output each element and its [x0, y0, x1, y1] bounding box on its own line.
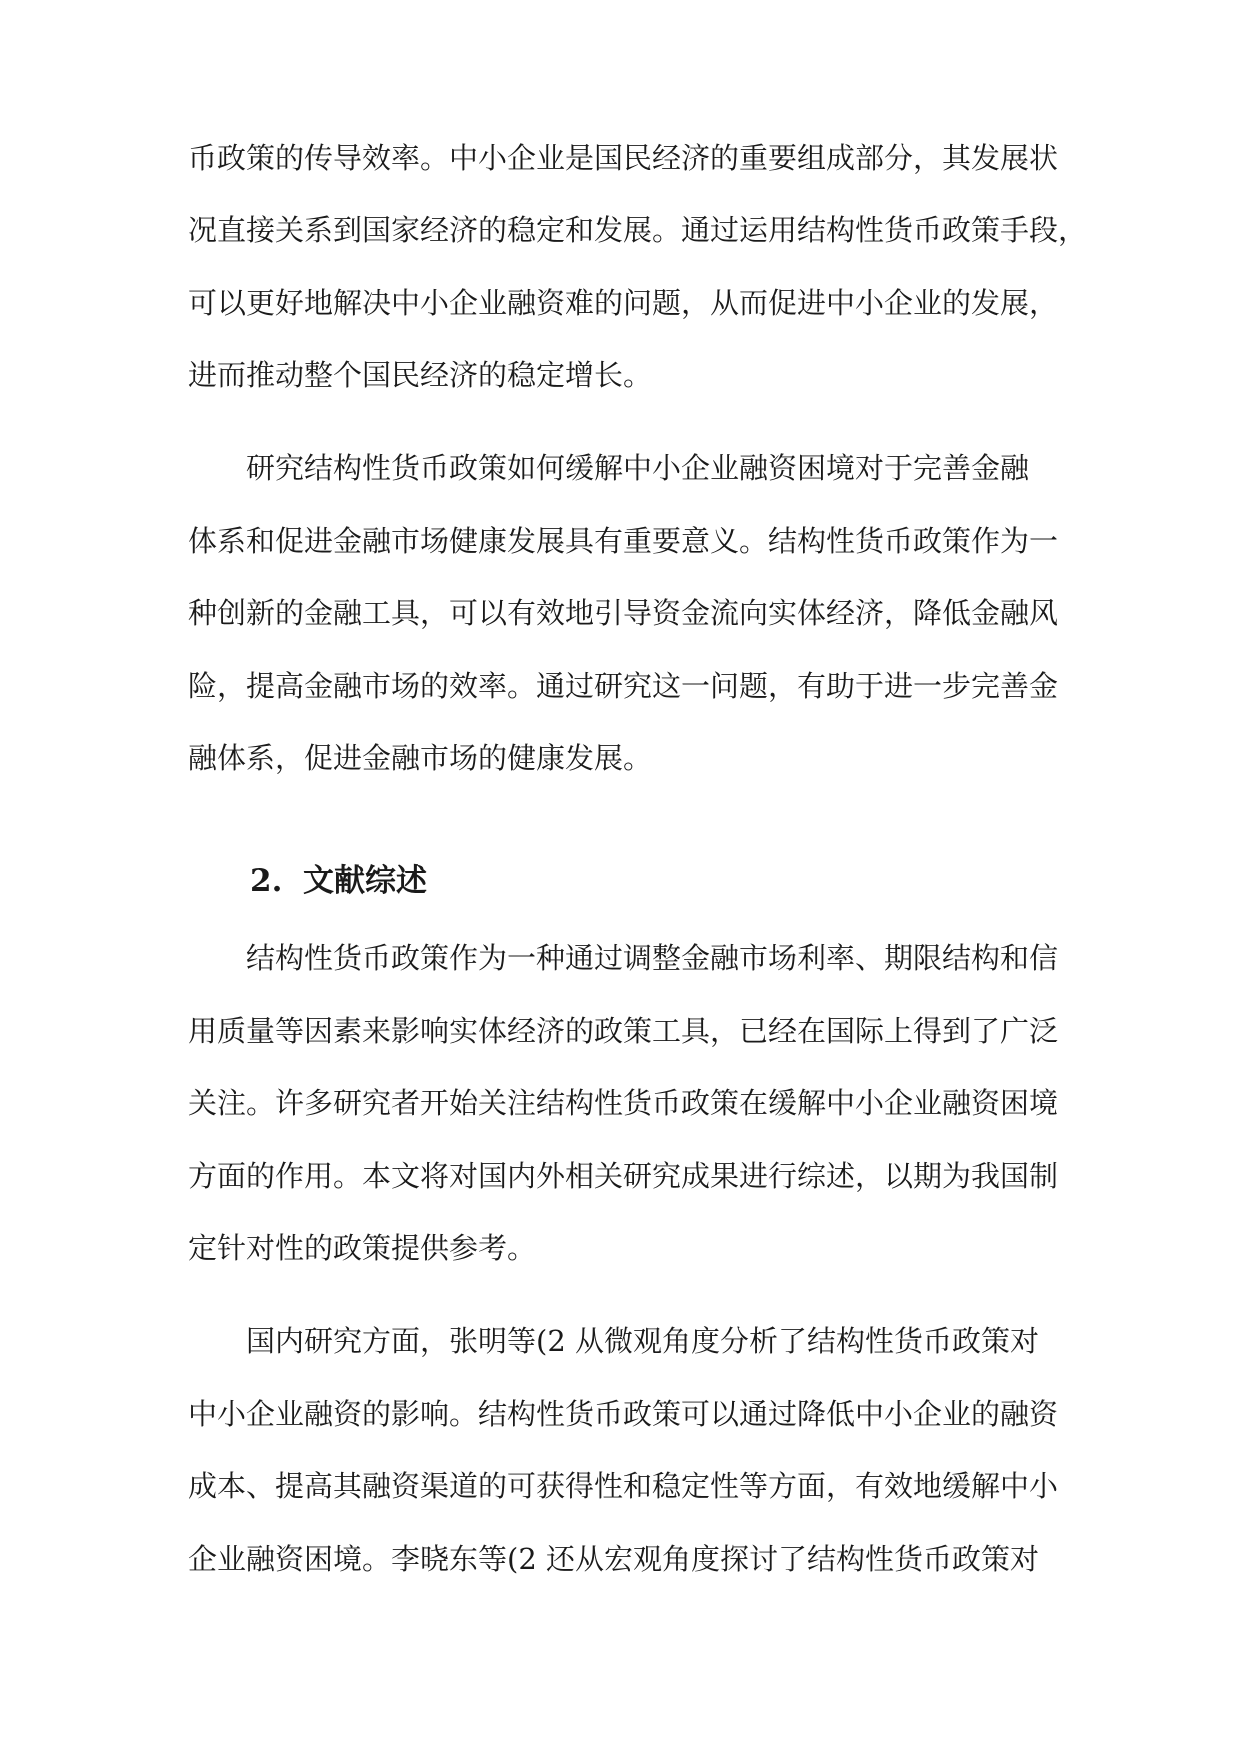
paragraph-3-line-2: 用质量等因素来影响实体经济的政策工具，已经在国际上得到了广泛: [188, 1014, 1059, 1048]
paragraph-4-line-4: 企业融资困境。李晓东等(2 还从宏观角度探讨了结构性货币政策对: [188, 1542, 1039, 1576]
paragraph-1-line-3: 可以更好地解决中小企业融资难的问题，从而促进中小企业的发展，: [188, 286, 1059, 320]
section-number: 2.: [250, 863, 283, 899]
paragraph-3-line-3: 关注。许多研究者开始关注结构性货币政策在缓解中小企业融资困境: [188, 1086, 1059, 1120]
paragraph-3-line-1: 结构性货币政策作为一种通过调整金融市场利率、期限结构和信: [246, 941, 1059, 975]
paragraph-3-line-4: 方面的作用。本文将对国内外相关研究成果进行综述，以期为我国制: [188, 1159, 1059, 1193]
paragraph-2-line-1: 研究结构性货币政策如何缓解中小企业融资困境对于完善金融: [246, 451, 1030, 485]
paragraph-3-line-5: 定针对性的政策提供参考。: [188, 1231, 537, 1265]
section-heading: [250, 857, 850, 905]
paragraph-4-line-3: 成本、提高其融资渠道的可获得性和稳定性等方面，有效地缓解中小: [188, 1469, 1059, 1503]
paragraph-4-line-1: 国内研究方面，张明等(2 从微观角度分析了结构性货币政策对: [246, 1324, 1039, 1358]
paragraph-1-line-4: 进而推动整个国民经济的稳定增长。: [188, 358, 653, 392]
paragraph-2-line-2: 体系和促进金融市场健康发展具有重要意义。结构性货币政策作为一: [188, 524, 1059, 558]
paragraph-1-line-1: 币政策的传导效率。中小企业是国民经济的重要组成部分，其发展状: [188, 141, 1059, 175]
paragraph-1-line-2: 况直接关系到国家经济的稳定和发展。通过运用结构性货币政策手段，: [188, 213, 1088, 247]
paragraph-2-line-4: 险，提高金融市场的效率。通过研究这一问题，有助于进一步完善金: [188, 669, 1059, 703]
section-title: 文献综述: [303, 863, 427, 899]
paragraph-2-line-5: 融体系，促进金融市场的健康发展。: [188, 741, 653, 775]
paragraph-4-line-2: 中小企业融资的影响。结构性货币政策可以通过降低中小企业的融资: [188, 1397, 1059, 1431]
paragraph-2-line-3: 种创新的金融工具，可以有效地引导资金流向实体经济，降低金融风: [188, 596, 1059, 630]
